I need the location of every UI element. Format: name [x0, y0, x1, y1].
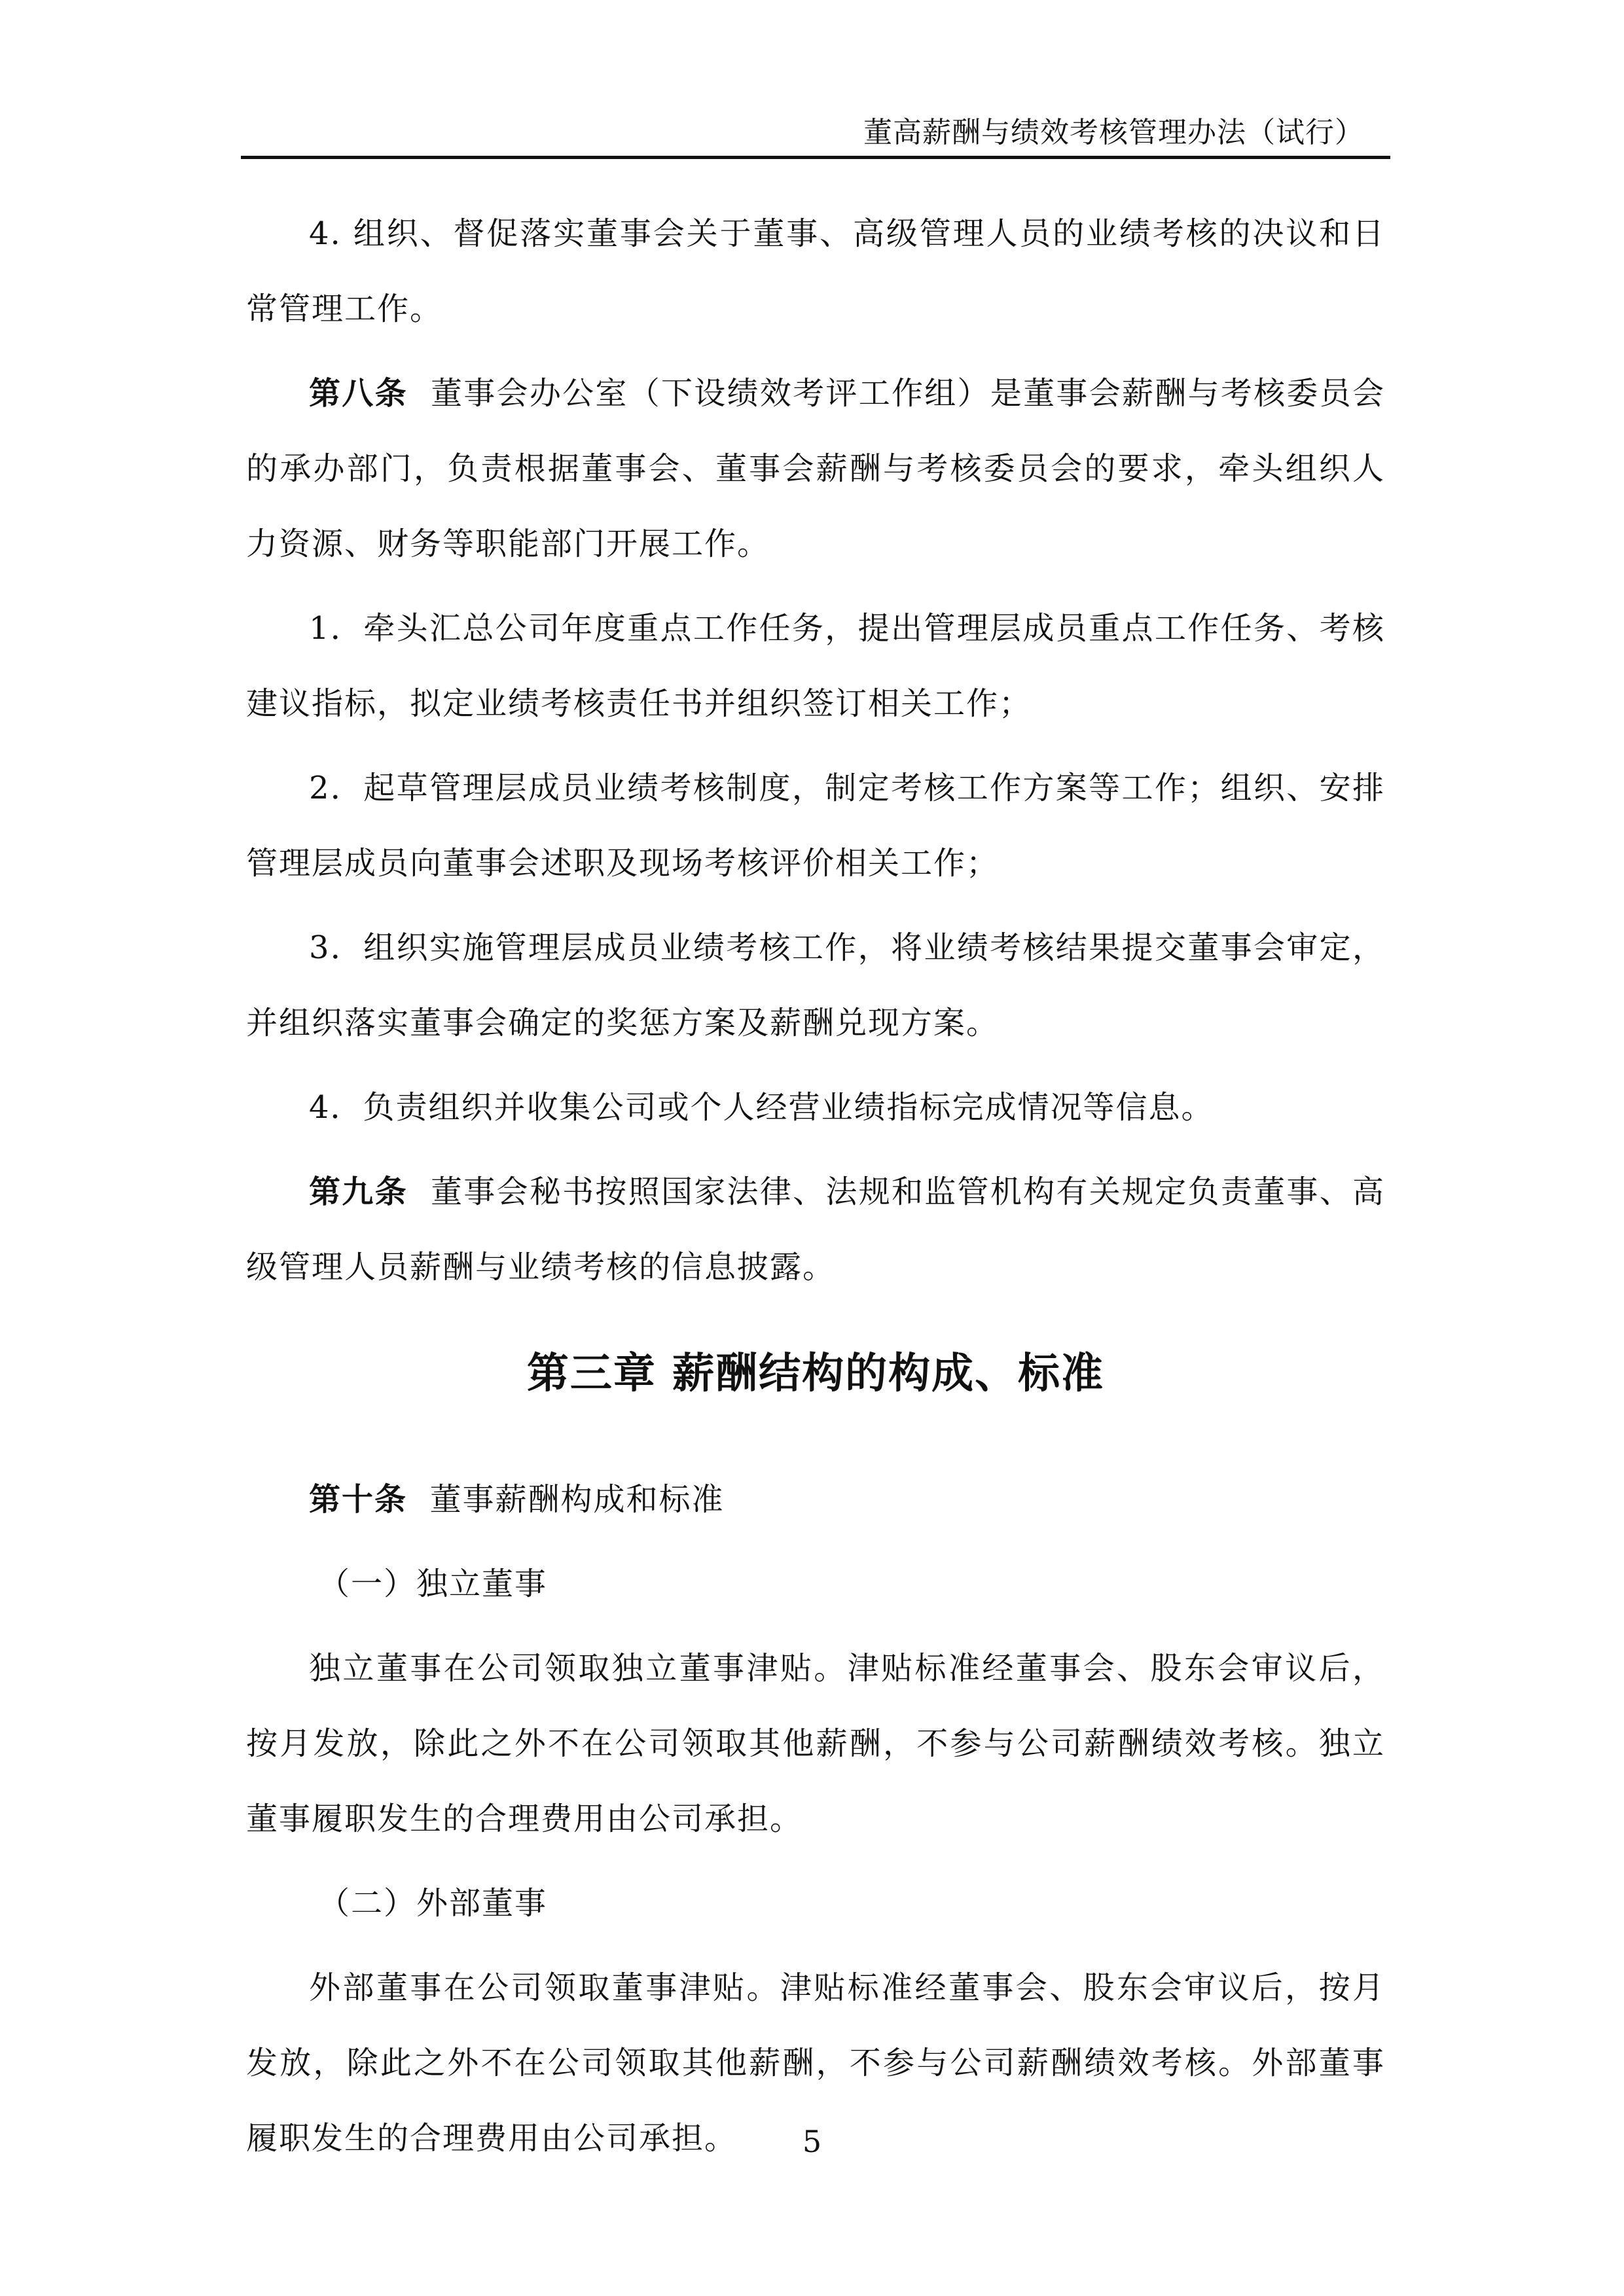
article-label: 第八条	[309, 375, 408, 412]
list-item: 2．起草管理层成员业绩考核制度，制定考核工作方案等工作；组织、安排管理层成员向董事会述职及现场考核评价相关工作；	[246, 770, 1385, 882]
list-item: 3．组织实施管理层成员业绩考核工作，将业绩考核结果提交董事会审定，并组织落实董事会确定的奖惩方案及薪酬兑现方案。	[246, 929, 1385, 1041]
subsection-text: 外部董事在公司领取董事津贴。津贴标准经董事会、股东会审议后，按月发放，除此之外不在公司领取其他薪酬，不参与公司薪酬绩效考核。外部董事履职发生的合理费用由公司承担。	[246, 1969, 1385, 2157]
subsection-text: 独立董事在公司领取独立董事津贴。津贴标准经董事会、股东会审议后，按月发放，除此之外不在公司领取其他薪酬，不参与公司薪酬绩效考核。独立董事履职发生的合理费用由公司承担。	[246, 1650, 1385, 1837]
document-body	[246, 196, 1385, 2185]
article-text: 董事会秘书按照国家法律、法规和监管机构有关规定负责董事、高级管理人员薪酬与业绩考核的信息披露。	[246, 1174, 1385, 1285]
article-text: 董事会办公室（下设绩效考评工作组）是董事会薪酬与考核委员会的承办部门，负责根据董事会、董事会薪酬与考核委员会的要求，牵头组织人力资源、财务等职能部门开展工作。	[246, 375, 1385, 562]
subsection-heading: （二）外部董事	[318, 1885, 548, 1922]
paragraph-item-4: 4. 组织、督促落实董事会关于董事、高级管理人员的业绩考核的决议和日常管理工作。	[246, 215, 1385, 327]
article-label: 第十条	[309, 1481, 408, 1518]
list-item: 4．负责组织并收集公司或个人经营业绩指标完成情况等信息。	[309, 1089, 1214, 1126]
article-10	[246, 1462, 1385, 1537]
document-title: 董高薪酬与绩效考核管理办法（试行）	[863, 116, 1364, 149]
page-number: 5	[802, 2124, 822, 2159]
list-item: 1．牵头汇总公司年度重点工作任务，提出管理层成员重点工作任务、考核建议指标，拟定业绩考核责任书并组织签订相关工作；	[246, 610, 1385, 722]
article-8	[246, 356, 1385, 582]
article-9	[246, 1155, 1385, 1305]
chapter-heading: 第三章 薪酬结构的构成、标准	[526, 1350, 1105, 1398]
page-header	[241, 105, 1390, 159]
article-text: 董事薪酬构成和标准	[429, 1481, 725, 1518]
article-label: 第九条	[309, 1174, 408, 1210]
subsection-heading: （一）独立董事	[318, 1566, 548, 1602]
